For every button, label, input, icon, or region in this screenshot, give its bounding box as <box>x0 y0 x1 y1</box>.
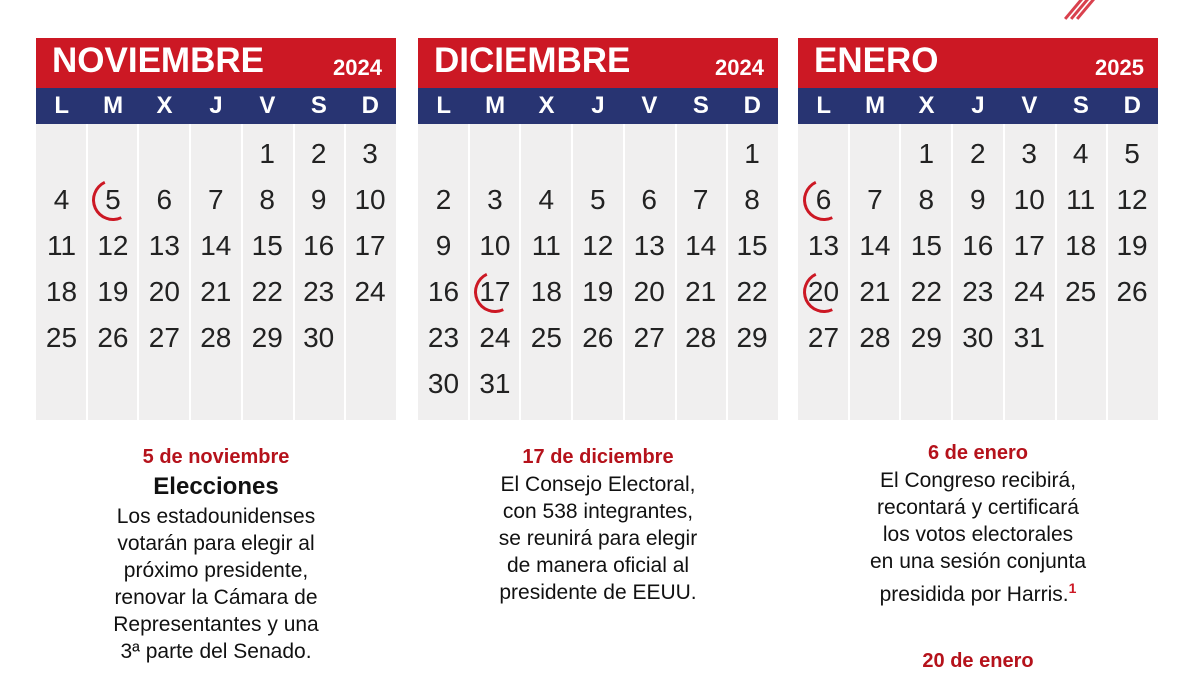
weekday-label: J <box>209 92 223 119</box>
day-number: 5 <box>589 184 606 215</box>
day-number: 28 <box>685 322 717 353</box>
day-number: 10 <box>479 230 511 261</box>
day-number: 31 <box>479 368 511 399</box>
weekday-label: X <box>918 92 935 119</box>
calendar-header <box>418 38 778 88</box>
event-date: 6 de enero <box>927 442 1029 464</box>
day-number: 27 <box>633 322 665 353</box>
day-number: 25 <box>45 322 78 353</box>
day-number: 7 <box>867 184 883 215</box>
footnote-marker: 1 <box>1068 580 1077 596</box>
day-number: 18 <box>530 276 562 307</box>
weekday-row <box>798 88 1158 124</box>
day-number: 28 <box>859 322 891 353</box>
year: 2024 <box>715 55 764 80</box>
day-number: 25 <box>530 322 562 353</box>
calendar-november <box>36 38 396 420</box>
day-number: 4 <box>53 184 70 215</box>
day-number: 24 <box>1013 276 1045 307</box>
event-date: 20 de enero <box>922 650 1034 672</box>
calendar-header <box>36 38 396 88</box>
day-number: 25 <box>1065 276 1097 307</box>
day-number: 8 <box>744 184 760 215</box>
event-line: El Consejo Electoral, <box>500 473 696 496</box>
event-congress-certification <box>798 440 1158 608</box>
event-line: votarán para elegir al <box>117 532 315 555</box>
day-number: 2 <box>969 138 986 169</box>
day-number: 6 <box>815 184 832 215</box>
day-number: 5 <box>105 184 121 215</box>
day-number: 13 <box>148 230 180 261</box>
day-number: 17 <box>354 230 386 261</box>
weekday-label: M <box>103 92 124 119</box>
event-line: 3ª parte del Senado. <box>120 640 312 663</box>
day-number: 20 <box>807 276 840 307</box>
day-number: 18 <box>1065 230 1097 261</box>
day-number: 15 <box>251 230 283 261</box>
year: 2025 <box>1095 55 1144 80</box>
day-number: 21 <box>200 276 232 307</box>
event-date: 5 de noviembre <box>142 446 290 468</box>
day-number: 22 <box>251 276 283 307</box>
day-number: 24 <box>479 322 511 353</box>
corner-decoration <box>1060 0 1100 22</box>
month-name: DICIEMBRE <box>434 41 631 80</box>
day-number: 13 <box>807 230 840 261</box>
day-number: 9 <box>435 230 452 261</box>
day-number: 20 <box>633 276 665 307</box>
weekday-label: X <box>156 92 173 119</box>
day-number: 12 <box>1116 184 1148 215</box>
event-date: 17 de diciembre <box>522 446 674 468</box>
day-number: 29 <box>251 322 283 353</box>
event-line: Los estadounidenses <box>116 505 316 528</box>
day-number: 3 <box>1021 138 1037 169</box>
event-line: presidente de EEUU. <box>499 581 697 604</box>
day-number: 9 <box>310 184 327 215</box>
day-number: 15 <box>736 230 768 261</box>
day-number: 24 <box>354 276 386 307</box>
day-number: 22 <box>910 276 942 307</box>
weekday-label: X <box>538 92 555 119</box>
event-line: se reunirá para elegir <box>498 527 698 550</box>
day-number: 14 <box>859 230 891 261</box>
event-line: El Congreso recibirá, <box>879 469 1077 492</box>
day-number: 14 <box>200 230 232 261</box>
year: 2024 <box>333 55 382 80</box>
event-electoral-college <box>418 444 778 606</box>
weekday-label: L <box>436 92 452 119</box>
day-number: 23 <box>427 322 460 353</box>
event-line-text: presidida por Harris. <box>879 583 1069 606</box>
event-line: recontará y certificará <box>877 496 1079 519</box>
day-number: 9 <box>969 184 986 215</box>
event-line: renovar la Cámara de <box>114 586 318 609</box>
event-line: con 538 integrantes, <box>502 500 694 523</box>
day-number: 7 <box>207 184 224 215</box>
day-number: 11 <box>46 230 77 261</box>
month-name: ENERO <box>814 41 939 80</box>
weekday-label: S <box>310 92 327 119</box>
day-number: 26 <box>582 322 614 353</box>
day-grid <box>36 124 396 420</box>
day-number: 17 <box>479 276 511 307</box>
event-line <box>798 575 1158 608</box>
weekday-label: L <box>816 92 832 119</box>
day-number: 20 <box>148 276 180 307</box>
day-number: 12 <box>582 230 614 261</box>
calendar-header <box>798 38 1158 88</box>
day-number: 7 <box>692 184 709 215</box>
weekday-label: D <box>743 92 761 119</box>
day-number: 27 <box>807 322 840 353</box>
day-number: 23 <box>303 276 335 307</box>
day-number: 1 <box>744 138 760 169</box>
day-number: 15 <box>910 230 942 261</box>
day-number: 8 <box>918 184 935 215</box>
day-number: 4 <box>538 184 555 215</box>
day-number: 2 <box>310 138 327 169</box>
day-number: 2 <box>435 184 452 215</box>
day-number: 10 <box>1013 184 1045 215</box>
weekday-row <box>36 88 396 124</box>
weekday-label: J <box>971 92 985 119</box>
day-number: 6 <box>156 184 173 215</box>
day-number: 30 <box>962 322 994 353</box>
event-line: los votos electorales <box>882 523 1074 546</box>
day-number: 17 <box>1013 230 1045 261</box>
day-number: 3 <box>362 138 378 169</box>
day-number: 19 <box>582 276 614 307</box>
event-line: de manera oficial al <box>506 554 690 577</box>
day-number: 27 <box>148 322 180 353</box>
weekday-label: D <box>1123 92 1141 119</box>
day-number: 4 <box>1072 138 1089 169</box>
event-elections <box>36 444 396 665</box>
day-grid <box>418 124 778 420</box>
weekday-label: V <box>641 92 658 119</box>
calendar-december <box>418 38 778 420</box>
weekday-label: J <box>591 92 605 119</box>
day-number: 22 <box>736 276 768 307</box>
day-number: 29 <box>736 322 768 353</box>
event-line: próximo presidente, <box>123 559 309 582</box>
day-number: 30 <box>427 368 460 399</box>
day-number: 14 <box>685 230 717 261</box>
weekday-label: S <box>1072 92 1089 119</box>
day-number: 10 <box>354 184 386 215</box>
day-number: 6 <box>641 184 657 215</box>
weekday-label: V <box>1021 92 1038 119</box>
day-number: 21 <box>685 276 717 307</box>
day-number: 1 <box>259 138 275 169</box>
day-number: 13 <box>633 230 665 261</box>
day-number: 16 <box>303 230 335 261</box>
day-number: 18 <box>45 276 78 307</box>
weekday-label: L <box>54 92 70 119</box>
day-number: 30 <box>303 322 335 353</box>
day-number: 26 <box>97 322 129 353</box>
day-number: 11 <box>531 230 561 261</box>
day-number: 3 <box>487 184 503 215</box>
day-number: 26 <box>1116 276 1148 307</box>
day-number: 8 <box>259 184 275 215</box>
calendar-january <box>798 38 1158 420</box>
day-number: 23 <box>962 276 994 307</box>
weekday-label: D <box>361 92 379 119</box>
day-number: 28 <box>200 322 232 353</box>
day-number: 16 <box>427 276 460 307</box>
day-number: 11 <box>1066 184 1096 215</box>
day-number: 29 <box>910 322 942 353</box>
day-number: 5 <box>1124 138 1140 169</box>
event-line: Representantes y una <box>113 613 319 636</box>
weekday-label: M <box>485 92 506 119</box>
weekday-label: V <box>259 92 276 119</box>
event-line: en una sesión conjunta <box>870 550 1086 573</box>
day-number: 16 <box>962 230 994 261</box>
day-number: 19 <box>97 276 129 307</box>
event-title: Elecciones <box>153 473 279 500</box>
day-number: 19 <box>1116 230 1148 261</box>
weekday-label: S <box>692 92 709 119</box>
weekday-row <box>418 88 778 124</box>
day-number: 12 <box>97 230 129 261</box>
event-inauguration <box>798 648 1158 675</box>
day-number: 1 <box>918 138 935 169</box>
day-number: 31 <box>1013 322 1045 353</box>
day-number: 21 <box>859 276 891 307</box>
day-grid <box>798 124 1158 420</box>
weekday-label: M <box>865 92 886 119</box>
month-name: NOVIEMBRE <box>52 41 264 80</box>
